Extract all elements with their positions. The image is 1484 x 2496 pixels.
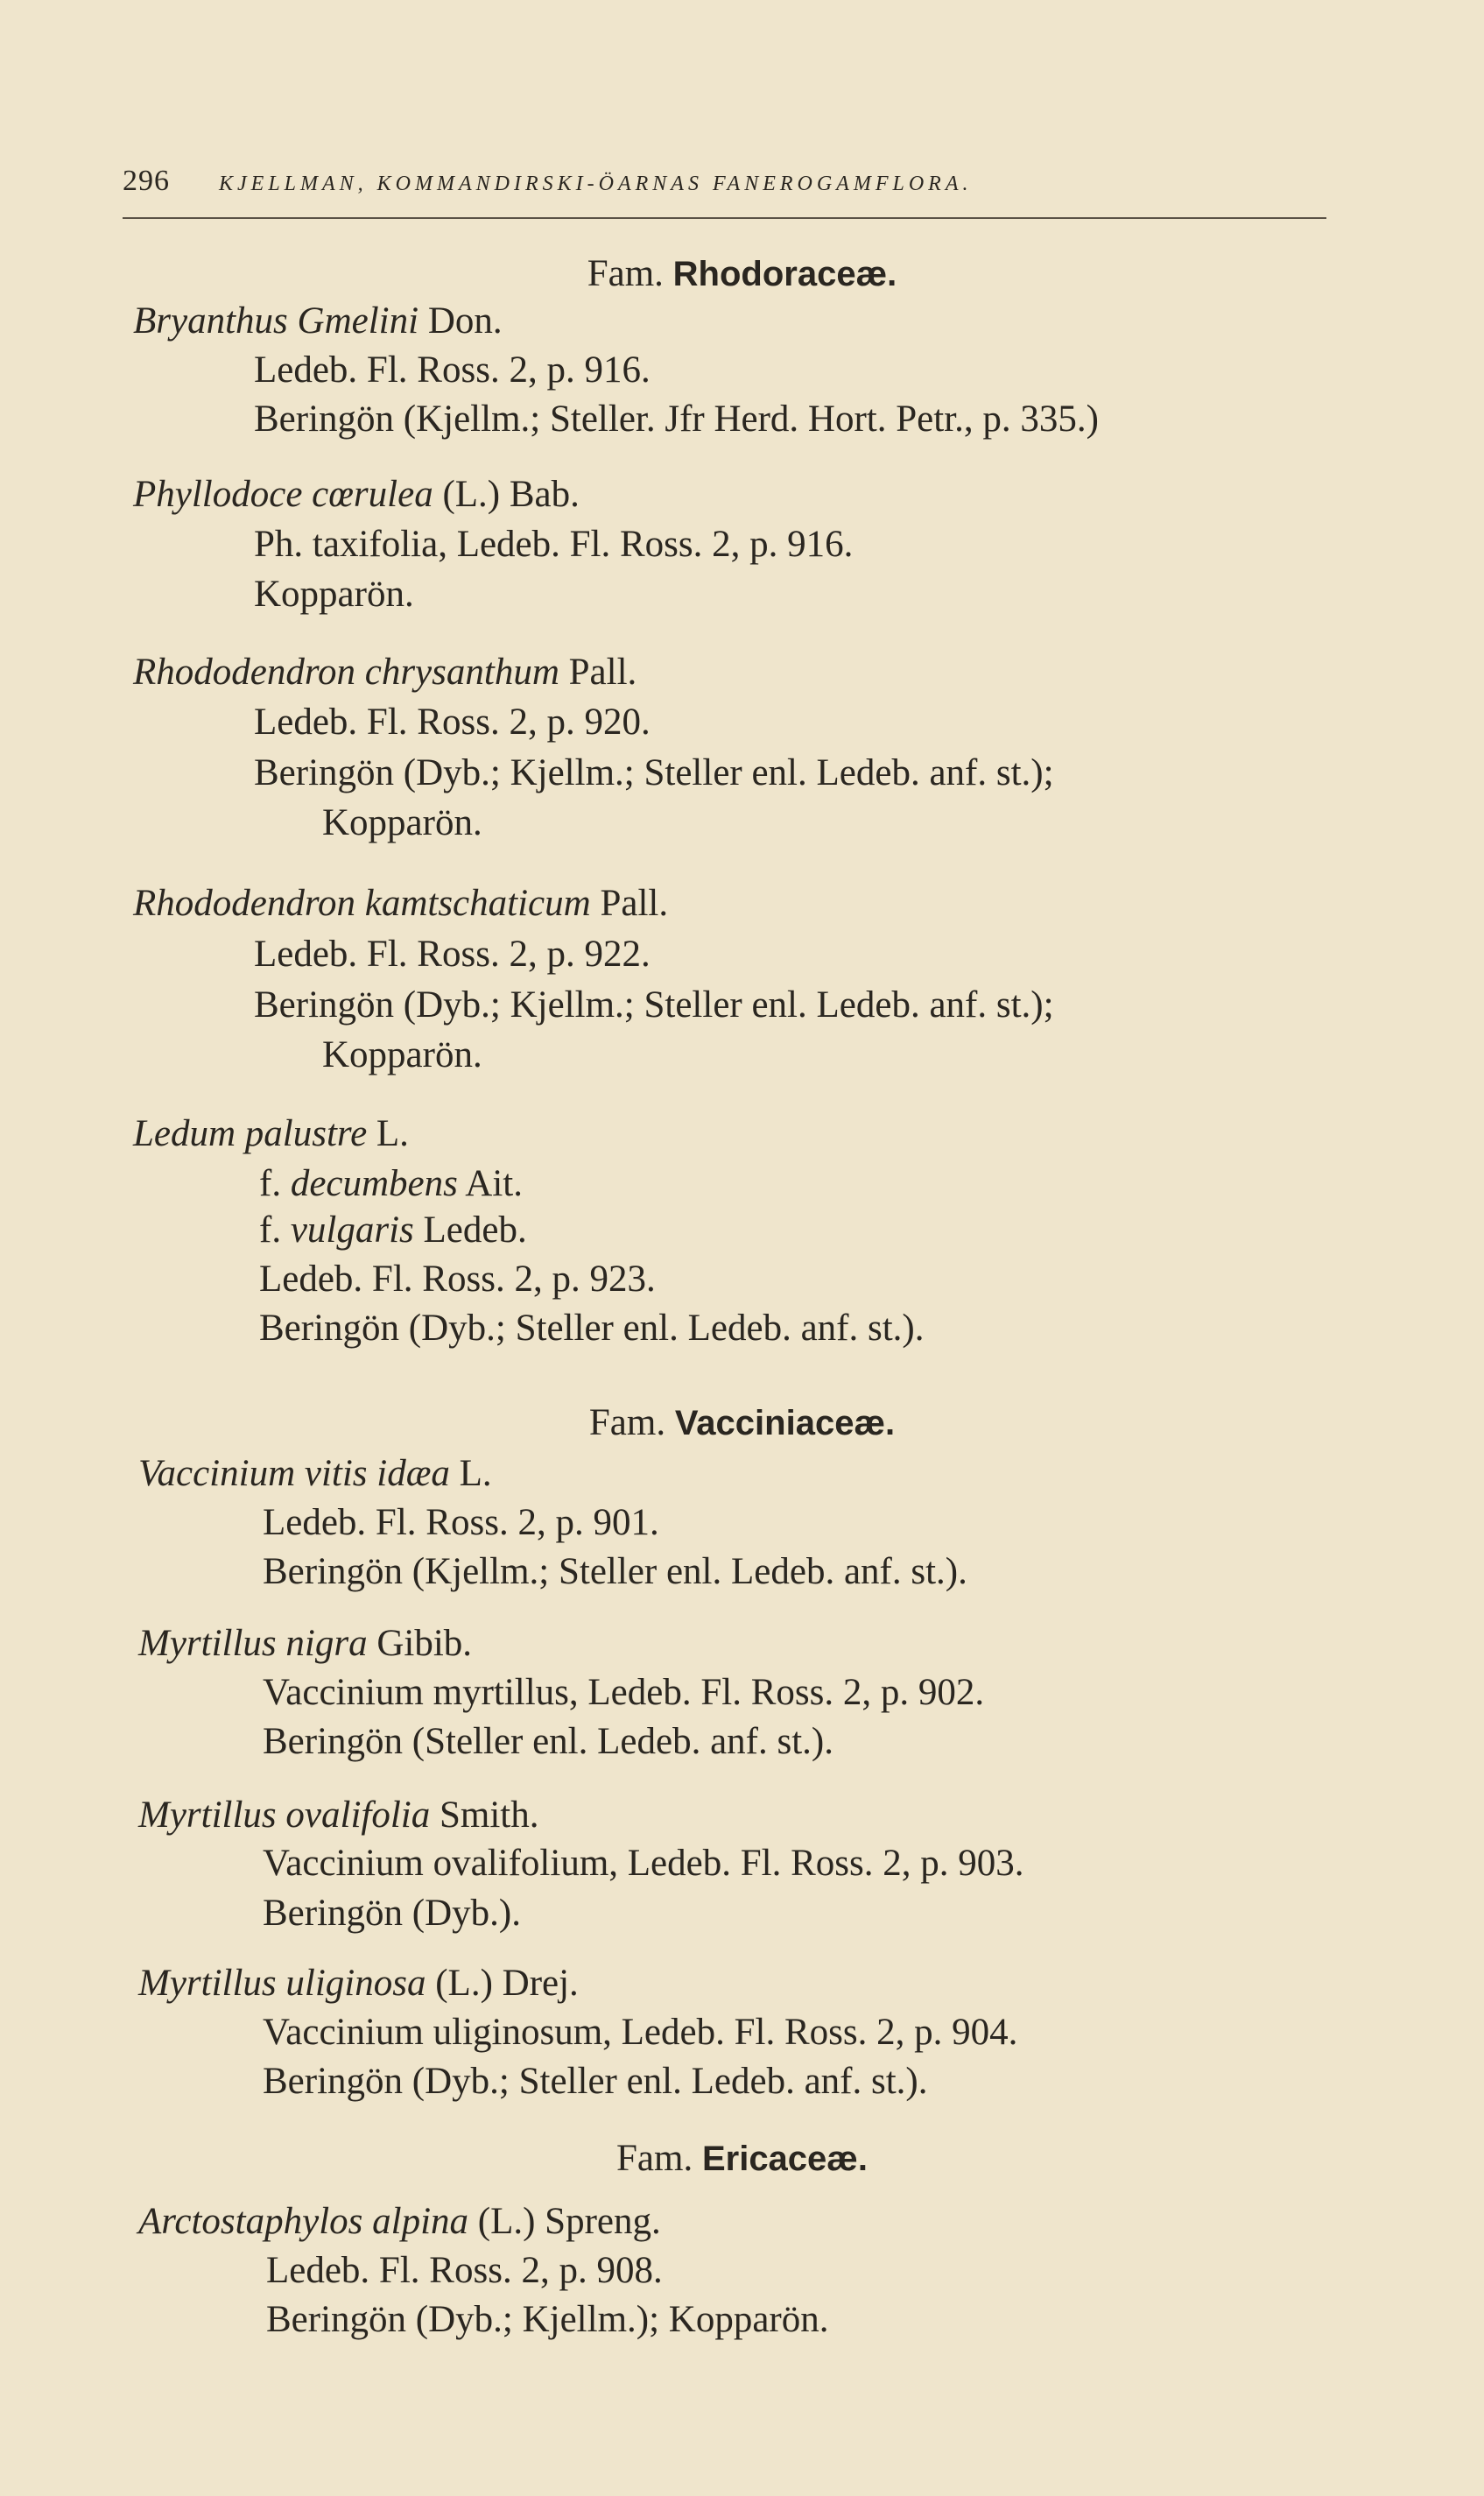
species-name: Myrtillus uliginosa: [138, 1963, 426, 2004]
locality-line: Beringön (Dyb.; Steller enl. Ledeb. anf. st.).: [263, 2061, 928, 2102]
form-author: Ait.: [465, 1163, 523, 1204]
family-name: Rhodoraceæ.: [672, 255, 897, 293]
reference-line: Ledeb. Fl. Ross. 2, p. 916.: [254, 349, 651, 391]
species-name: Rhododendron kamtschaticum: [133, 883, 591, 924]
reference-line: Ledeb. Fl. Ross. 2, p. 922.: [254, 934, 651, 975]
family-heading-rhodoraceae: [0, 252, 1484, 295]
reference-line: Ledeb. Fl. Ross. 2, p. 923.: [259, 1259, 656, 1300]
reference-line: Vaccinium myrtillus, Ledeb. Fl. Ross. 2, p. 902.: [263, 1672, 985, 1713]
species-heading: [133, 651, 637, 694]
species-name: Myrtillus nigra: [138, 1623, 368, 1664]
family-name: Ericaceæ.: [701, 2140, 868, 2178]
form-prefix: f.: [259, 1163, 282, 1204]
species-heading: [133, 882, 668, 925]
locality-line: Beringön (Kjellm.; Steller enl. Ledeb. anf. st.).: [263, 1551, 967, 1592]
species-name: Arctostaphylos alpina: [138, 2201, 469, 2242]
form-name: vulgaris: [290, 1209, 414, 1251]
species-heading: [138, 2200, 661, 2243]
page-number: 296: [123, 165, 170, 197]
locality-line: Kopparön.: [254, 574, 414, 615]
running-title: KJELLMAN, KOMMANDIRSKI-ÖARNAS FANEROGAMFLORA.: [219, 173, 973, 195]
header-rule: [123, 217, 1326, 219]
form-line: [259, 1162, 523, 1205]
locality-line: Beringön (Dyb.; Steller enl. Ledeb. anf. st.).: [259, 1308, 925, 1349]
reference-line: Vaccinium uliginosum, Ledeb. Fl. Ross. 2, p. 904.: [263, 2012, 1018, 2053]
species-author: (L.) Spreng.: [477, 2201, 661, 2242]
species-author: Gibib.: [376, 1623, 473, 1664]
species-heading: [138, 1962, 579, 2005]
reference-line: Vaccinium ovalifolium, Ledeb. Fl. Ross. 2, p. 903.: [263, 1843, 1024, 1884]
locality-line: Beringön (Dyb.; Kjellm.; Steller enl. Ledeb. anf. st.);: [254, 984, 1054, 1026]
species-name: Rhododendron chrysanthum: [133, 652, 559, 693]
species-author: L.: [376, 1113, 409, 1154]
locality-line: Beringön (Dyb.; Kjellm.); Kopparön.: [266, 2299, 829, 2340]
species-author: (L.) Drej.: [435, 1963, 579, 2004]
family-label: Fam.: [587, 253, 664, 294]
species-author: Don.: [427, 300, 503, 342]
species-author: Pall.: [600, 883, 669, 924]
species-heading: [138, 1452, 492, 1495]
species-name: Myrtillus ovalifolia: [138, 1794, 431, 1836]
reference-line: Ledeb. Fl. Ross. 2, p. 920.: [254, 702, 651, 743]
species-heading: [133, 300, 503, 342]
locality-line: Beringön (Kjellm.; Steller. Jfr Herd. Hort. Petr., p. 335.): [254, 398, 1099, 440]
species-heading: [138, 1794, 539, 1837]
species-heading: [133, 473, 580, 516]
reference-line: Ledeb. Fl. Ross. 2, p. 901.: [263, 1502, 659, 1543]
running-head: [123, 165, 1331, 198]
species-heading: [133, 1112, 409, 1155]
reference-line: Ledeb. Fl. Ross. 2, p. 908.: [266, 2250, 663, 2291]
family-heading-vacciniaceae: [0, 1401, 1484, 1444]
family-name: Vacciniaceæ.: [674, 1404, 896, 1442]
form-author: Ledeb.: [423, 1209, 527, 1251]
species-author: Smith.: [439, 1794, 539, 1836]
species-author: L.: [459, 1453, 492, 1494]
species-name: Bryanthus Gmelini: [133, 300, 419, 342]
family-label: Fam.: [588, 1402, 666, 1443]
species-author: Pall.: [568, 652, 637, 693]
family-heading-ericaceae: [0, 2137, 1484, 2180]
form-line: [259, 1209, 527, 1252]
species-name: Phyllodoce cœrulea: [133, 474, 433, 515]
species-name: Ledum palustre: [133, 1113, 368, 1154]
reference-line: Ph. taxifolia, Ledeb. Fl. Ross. 2, p. 916.: [254, 524, 854, 565]
species-name: Vaccinium vitis idæa: [138, 1453, 450, 1494]
locality-line: Beringön (Steller enl. Ledeb. anf. st.).: [263, 1721, 833, 1762]
species-heading: [138, 1622, 472, 1665]
locality-line: Beringön (Dyb.).: [263, 1893, 521, 1934]
locality-line: Beringön (Dyb.; Kjellm.; Steller enl. Ledeb. anf. st.);: [254, 752, 1054, 793]
form-name: decumbens: [290, 1163, 458, 1204]
family-label: Fam.: [616, 2138, 693, 2179]
species-author: (L.) Bab.: [442, 474, 580, 515]
locality-line: Kopparön.: [322, 1034, 482, 1075]
locality-line: Kopparön.: [322, 802, 482, 843]
form-prefix: f.: [259, 1209, 282, 1251]
